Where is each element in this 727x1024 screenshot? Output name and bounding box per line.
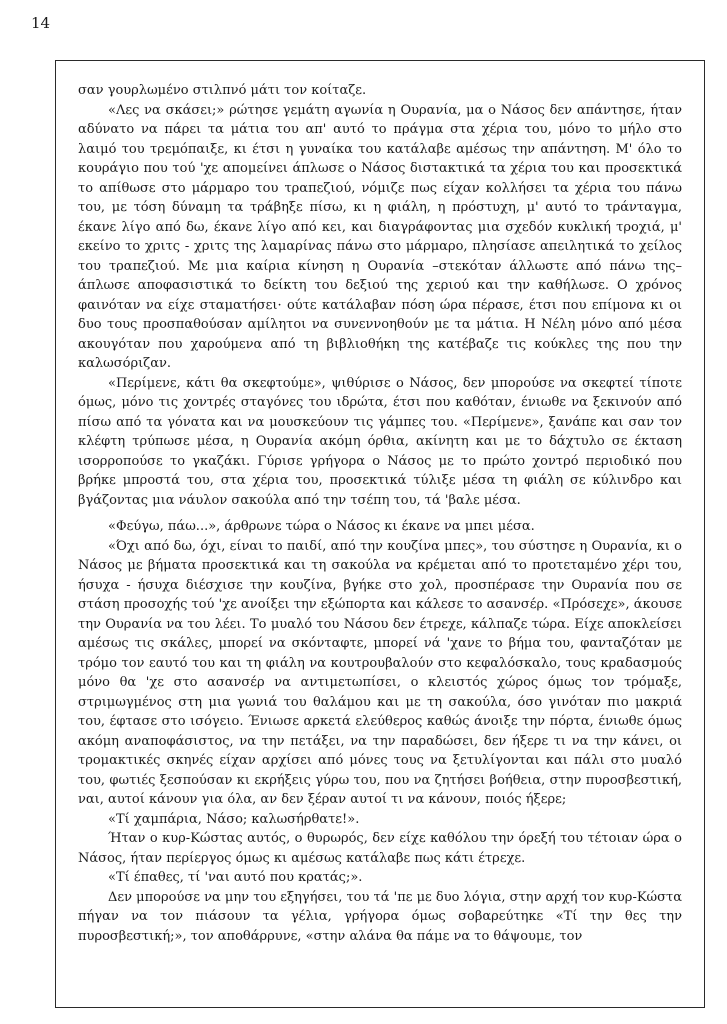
paragraph: «Φεύγω, πάω...», άρθρωνε τώρα ο Νάσος κι έκανε να μπει μέσα. <box>108 519 535 534</box>
paragraph: «Τί έπαθες, τί 'ναι αυτό που κρατάς;». <box>108 870 363 885</box>
page-number: 14 <box>31 14 51 32</box>
paragraph: «Τί χαμπάρια, Νάσο; καλωσήρθατε!». <box>108 811 360 827</box>
paragraph: «Όχι από δω, όχι, είναι το παιδί, από την κουζίνα μπες», του σύστησε η Ουρανία, κι ο Νάσος με βήματα προσεκτικά και τη σακούλα να κρέμεται από το προτεταμένο χέρι του, ήσυχα - ήσυχα διέσχισε την κουζίνα, βγήκε στο χολ, προσπέρασε την Ουρανία που σε στάση προσοχής τού 'χε ανοίξει την εξώπορτα και κάλεσε το ασανσέρ. «Πρόσεχε», άκουσε την Ουρανία να του λέει. Το μυαλό του Νάσου δεν έτρεχε, κάλπαζε τώρα. Είχε αποκλείσει αμέσως τις σκάλες, μπορεί να σκόνταφτε, μπορεί νά 'χανε το βήμα του, φανταζόταν με τρόμο τον εαυτό του και τη φιάλη να κουτρουβαλούν στο κεφαλόσκαλο, τους κραδασμούς μόνο θα 'χε στο ασανσέρ να αντιμετωπίσει, ο κλειστός χώρος όμως τον τρόμαξε, στριμωγμένος στη μια γωνιά του θαλάμου και με τη σακούλα, όσο γινόταν πιο μακριά του, έφτασε στο ισόγειο. Ένιωσε αρκετά ελεύθερος καθώς άνοιξε την πόρτα, ένιωθε όμως ακόμη αναποφάσιστος, να την πετάξει, να την παραδώσει, δεν ήξερε τι να την κάνει, οι τρομακτικές σκηνές είχαν αρχίσει από μόνες τους να ξετυλίγονται και πάλι στο μυαλό του, φωτιές ξεσπούσαν κι εκρήξεις γύρω του, που να ζητήσει βοήθεια, στην πυροσβεστική, ναι, αυτοί κάνουν για όλα, αν δεν ξέραν αυτοί τι να κάνουν, ποιός ήξερε; <box>78 538 682 807</box>
text-frame <box>55 60 705 1008</box>
paragraph: «Περίμενε, κάτι θα σκεφτούμε», ψιθύρισε ο Νάσος, δεν μπορούσε να σκεφτεί τίποτε όμως, μόνο τις χοντρές σταγόνες του ιδρώτα, έτσι που καθόταν, ένιωθε να ξεκινούν από πίσω από τα γόνατα και να μουσκεύουν τις γάμπες του. «Περίμενε», ξανάπε και σαν τον κλέφτη τρύπωσε μέσα, η Ουρανία ακόμη όρθια, ακίνητη και με το δάχτυλο σε έκταση ισορροπούσε το γκαζάκι. Γύρισε γρήγορα ο Νάσος με το πρώτο χοντρό περιοδικό που βρήκε μπροστά του, στα χέρια του, προσεκτικά τύλιξε μέσα τη φιάλη σε κύλινδρο και βγάζοντας μια νάυλον σακούλα από την τσέπη του, τά 'βαλε μέσα. <box>78 375 682 508</box>
paragraph: σαν γουρλωμένο στιλπνό μάτι τον κοίταζε. <box>78 83 367 98</box>
paragraph: Ήταν ο κυρ-Κώστας αυτός, ο θυρωρός, δεν είχε καθόλου την όρεξή του τέτοιαν ώρα ο Νάσος, ήταν περίεργος όμως κι αμέσως κατάλαβε πως κάτι έτρεχε. <box>78 831 682 866</box>
paragraph: Δεν μπορούσε να μην του εξηγήσει, του τά 'πε με δυο λόγια, στην αρχή τον κυρ-Κώστα πήγαν να τον πιάσουν τα γέλια, γρήγορα όμως σοβαρεύτηκε «Τί την θες την πυροσβεστική;», τον αποθάρρυνε, «στην αλάνα θα πάμε να το θάψουμε, τον <box>78 889 682 944</box>
paragraph: «Λες να σκάσει;» ρώτησε γεμάτη αγωνία η Ουρανία, μα ο Νάσος δεν απάντησε, ήταν αδύνατο να πάρει τα μάτια του απ' αυτό το πράγμα στα χέρια του, μόνο το μήλο στο λαιμό του τρεμόπαιξε, κι έτσι η γυναίκα του κατάλαβε αμέσως την απάντηση. Μ' όλο το κουράγιο που τού 'χε απομείνει άπλωσε ο Νάσος διστακτικά τα χέρια του και προσεκτικά το απίθωσε στο μάρμαρο του τραπεζιού, νόμιζε πως είχαν κολλήσει τα χέρια του πάνω του, με τόση δύναμη τα τράβηξε πίσω, κι η φιάλη, η πρόστυχη, μ' αυτό το τράνταγμα, έκανε λίγο από δω, έκανε λίγο από κει, και διαγράφοντας μια σχεδόν κυκλική τροχιά, μ' εκείνο το χριτς - χριτς της λαμαρίνας πάνω στο μάρμαρο, πλησίασε απειλητικά το χείλος του τραπεζιού. Με μια καίρια κίνηση η Ουρανία –στεκόταν άλλωστε από πάνω της– άπλωσε αποφασιστικά το δείκτη του δεξιού της χεριού και την καθήλωσε. Ο χρόνος φαινόταν να είχε σταματήσει· ούτε κατάλαβαν πόση ώρα πέρασε, έτσι που επίμονα κι οι δυο τους προσπαθούσαν αμίλητοι να συνεννοηθούν με τα μάτια. Η Νέλη μόνο από μέσα ακουγόταν που χαρούμενα από τη βιβλιοθήκη της κατέβαζε τις κούκλες της που την καλωσόριζαν. <box>78 102 682 371</box>
text-body <box>78 81 682 946</box>
